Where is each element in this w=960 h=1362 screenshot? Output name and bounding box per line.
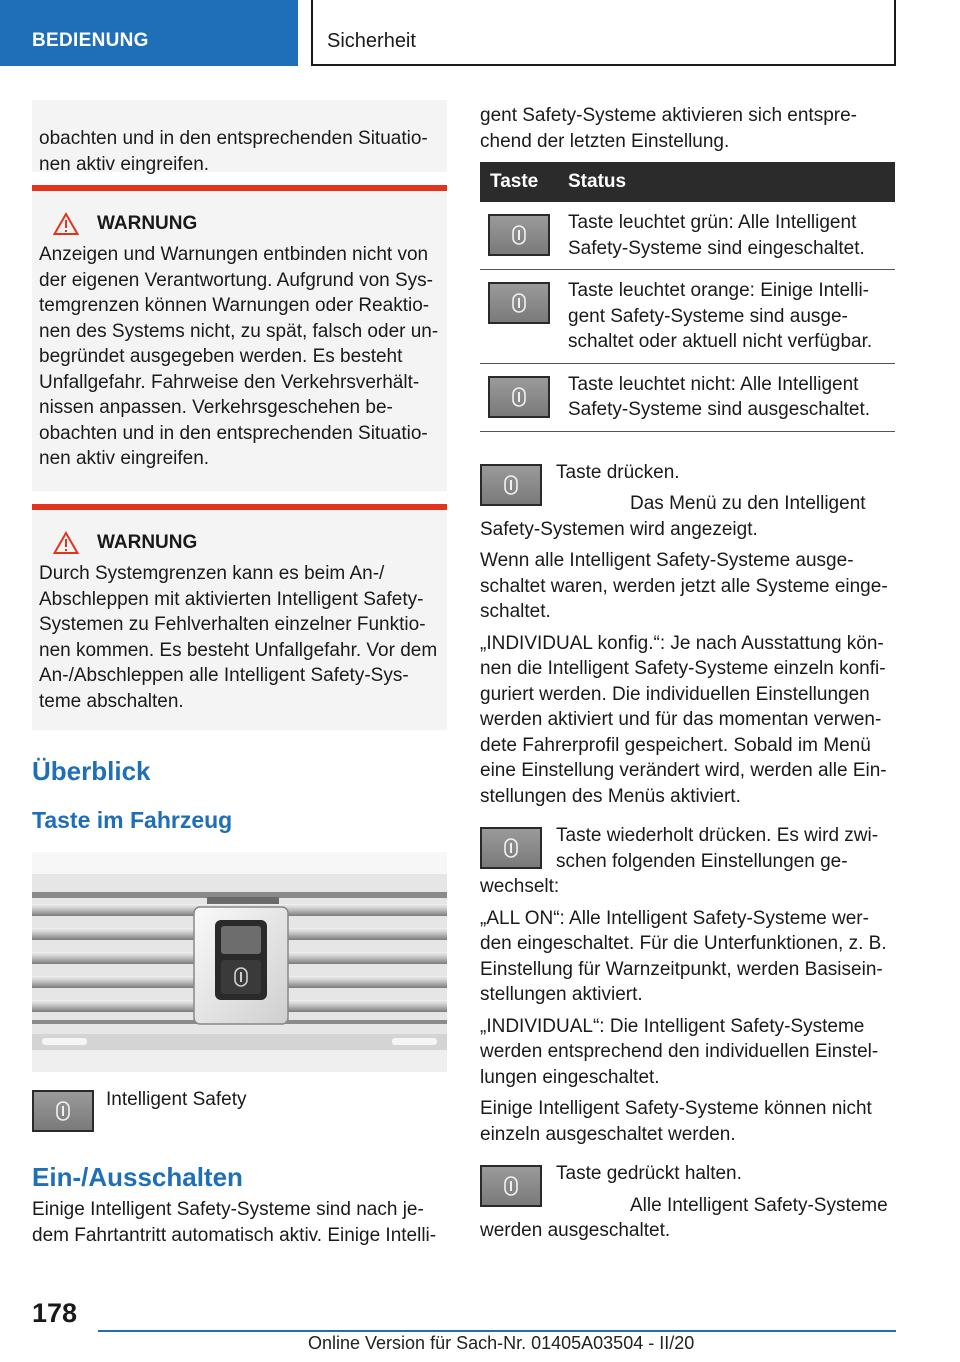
intelligent-safety-button-icon bbox=[488, 214, 550, 256]
button-legend bbox=[32, 1090, 447, 1132]
step-press-button bbox=[480, 460, 895, 543]
table-row bbox=[480, 202, 895, 270]
intelligent-safety-button-icon bbox=[488, 282, 550, 324]
continued-warning-text: obachten und in den entsprechenden Situatio- nen aktiv eingreifen. bbox=[39, 128, 428, 175]
table-row bbox=[480, 363, 895, 431]
continued-warning-box bbox=[32, 100, 447, 175]
button-caption: Intelligent Safety bbox=[106, 1089, 247, 1110]
warning-box-2 bbox=[32, 504, 447, 730]
step-hold-button bbox=[480, 1161, 895, 1244]
paragraph: Einige Intelligent Safety-Systeme können nicht einzeln ausgeschaltet werden. bbox=[480, 1098, 872, 1145]
section-tab: BEDIENUNG bbox=[0, 0, 298, 66]
status-text: Taste leuchtet grün: Alle Intelligent Safety-Systeme sind eingeschaltet. bbox=[558, 202, 895, 270]
table-header-status: Status bbox=[558, 162, 895, 202]
right-column bbox=[480, 103, 895, 1244]
warning-title: WARNUNG bbox=[53, 531, 439, 555]
step-text: Taste drücken. bbox=[556, 461, 680, 483]
chapter-title: Sicherheit bbox=[311, 0, 896, 66]
continued-text: gent Safety-Systeme aktivieren sich entspre-chend der letzten Einstellung. bbox=[480, 105, 858, 152]
vehicle-button-photo bbox=[32, 852, 447, 1072]
step-text: Taste gedrückt halten. bbox=[556, 1163, 742, 1184]
status-text: Taste leuchtet nicht: Alle Intelligent Safety-Systeme sind ausgeschaltet. bbox=[558, 363, 895, 431]
warning-triangle-icon bbox=[53, 531, 79, 555]
online-version-text: Online Version für Sach-Nr. 01405A03504 - II/20 bbox=[308, 1333, 695, 1353]
warning-text: Anzeigen und Warnungen entbinden nicht von der eigenen Verantwortung. Aufgrund von Sys-temgrenzen können Warnungen oder Reaktio-nen des Systems nicht, zu spät, falsch oder un-begründet ausgegeben werden. Es besteht Unfallgefahr. Fahrweise den Verkehrsverhält-nissen anpassen. Verkehrsgeschehen be-obachten und in den entsprechenden Situatio-nen aktiv eingreifen. bbox=[39, 244, 439, 469]
footer-rule bbox=[98, 1330, 896, 1332]
heading-button-in-vehicle: Taste im Fahrzeug bbox=[32, 807, 233, 833]
on-off-text: Einige Intelligent Safety-Systeme sind nach je-dem Fahrtantritt automatisch aktiv. Einige Intelli- bbox=[32, 1199, 437, 1246]
warning-title: WARNUNG bbox=[53, 212, 439, 236]
step-result: Das Menü zu den Intelligent Safety-Systemen wird angezeigt. bbox=[480, 493, 866, 540]
paragraph: „INDIVIDUAL“: Die Intelligent Safety-Systeme werden entsprechend den individuellen Einstel-lungen eingeschaltet. bbox=[480, 1015, 879, 1088]
intelligent-safety-button-icon bbox=[480, 464, 542, 506]
intelligent-safety-button-icon bbox=[480, 1165, 542, 1207]
status-text: Taste leuchtet orange: Einige Intelli-gent Safety-Systeme sind ausge-schaltet oder aktuell nicht verfügbar. bbox=[558, 270, 895, 364]
table-row bbox=[480, 270, 895, 364]
intelligent-safety-button-icon bbox=[32, 1090, 94, 1132]
table-header-button: Taste bbox=[480, 162, 558, 202]
page-number: 178 bbox=[32, 1298, 78, 1328]
step-repeat-press bbox=[480, 823, 895, 900]
intelligent-safety-button-icon bbox=[480, 827, 542, 869]
intelligent-safety-button-icon bbox=[488, 376, 550, 418]
paragraph: „ALL ON“: Alle Intelligent Safety-Systeme wer-den eingeschaltet. Für die Unterfunktionen, z. B. Einstellung für Warnzeitpunkt, werden Basisein-stellungen aktiviert. bbox=[480, 907, 887, 1005]
warning-triangle-icon bbox=[53, 212, 79, 236]
paragraph: Wenn alle Intelligent Safety-Systeme ausge-schaltet waren, werden jetzt alle Systeme einge-schaltet. bbox=[480, 550, 888, 622]
heading-overview: Überblick bbox=[32, 756, 151, 786]
step-text: Taste wiederholt drücken. Es wird zwi-schen folgenden Einstellungen ge-wechselt: bbox=[480, 825, 879, 897]
heading-on-off: Ein-/Ausschalten bbox=[32, 1162, 243, 1192]
left-column bbox=[32, 100, 447, 1248]
warning-text: Durch Systemgrenzen kann es beim An-/ Abschleppen mit aktivierten Intelligent Safety-Systemen zu Fehlverhalten einzelner Funktio-nen kommen. Es besteht Unfallgefahr. Vor dem An-/Abschleppen alle Intelligent Safety-Sys-teme abschalten. bbox=[39, 563, 438, 712]
step-result: Alle Intelligent Safety-Systeme werden ausgeschaltet. bbox=[480, 1194, 888, 1241]
status-table bbox=[480, 162, 895, 432]
warning-box-1 bbox=[32, 185, 447, 491]
paragraph: „INDIVIDUAL konfig.“: Je nach Ausstattung kön-nen die Intelligent Safety-Systeme einzeln konfi-guriert werden. Die individuellen Einstellungen werden aktiviert und für das momentan verwen-dete Fahrerprofil gespeichert. Sobald im Menü eine Einstellung verändert wird, werden alle Ein-stellungen des Menüs aktiviert. bbox=[480, 632, 887, 807]
